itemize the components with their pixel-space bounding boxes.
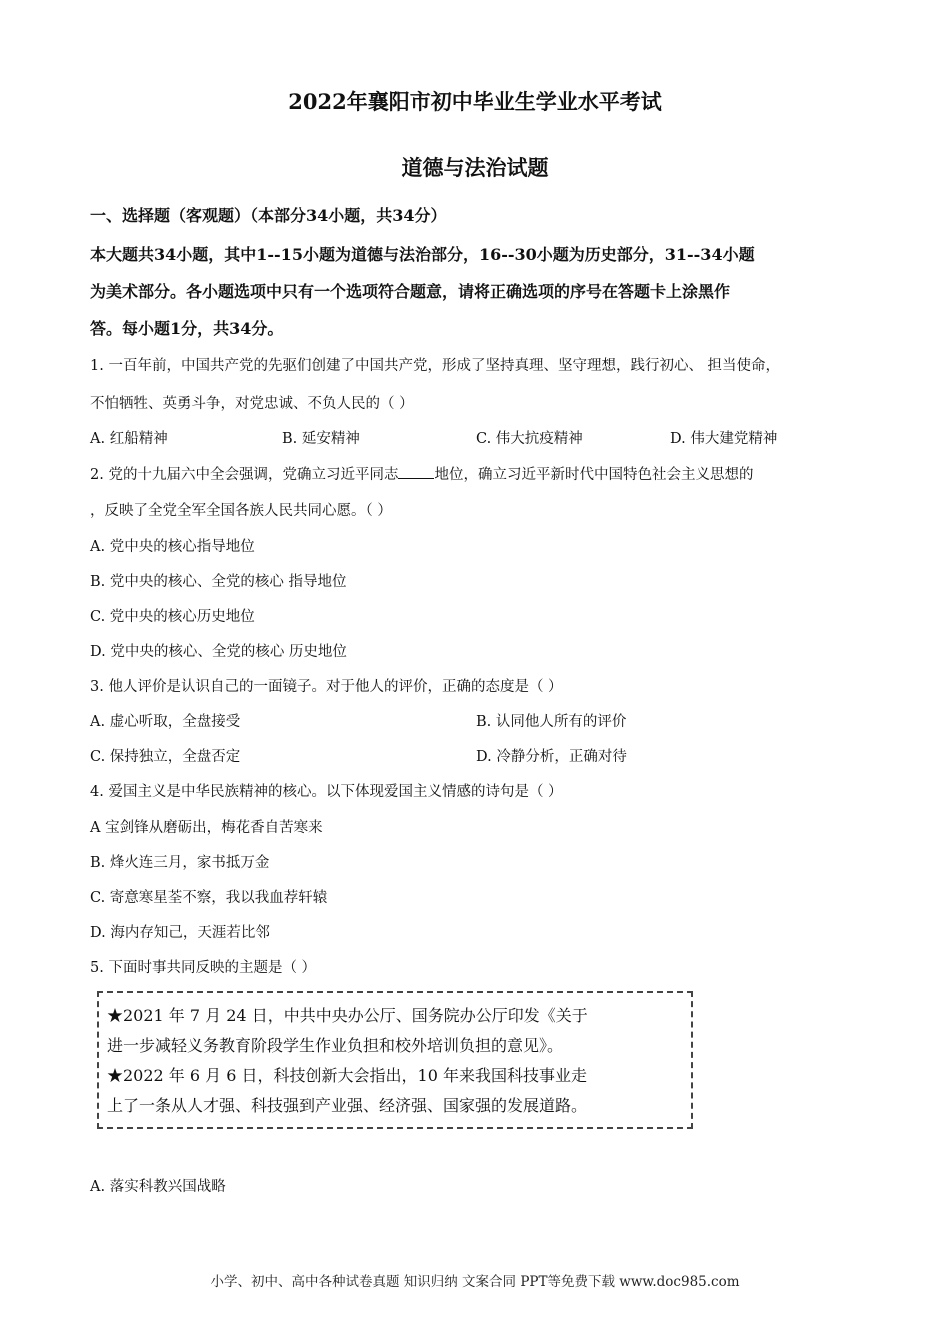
question-3-option-c: C. 保持独立，全盘否定 xyxy=(90,749,241,765)
question-3-option-b: B. 认同他人所有的评价 xyxy=(476,714,627,730)
question-3-option-d: D. 冷静分析，正确对待 xyxy=(476,749,627,765)
question-1-option-a: A. 红船精神 xyxy=(90,431,168,447)
question-3-option-a: A. 虚心听取，全盘接受 xyxy=(90,714,241,730)
question-1-option-b: B. 延安精神 xyxy=(282,431,360,447)
question-4-option-d: D. 海内存知己，天涯若比邻 xyxy=(90,925,270,941)
page-footer: 小学、初中、高中各种试卷真题 知识归纳 文案合同 PPT等免费下载 www.doc985.com xyxy=(210,1274,740,1290)
question-3-stem: 3. 他人评价是认识自己的一面镜子。对于他人的评价，正确的态度是（ ） xyxy=(90,679,563,695)
question-2-stem-part1: 2. 党的十九届六中全会强调，党确立习近平同志 xyxy=(90,467,399,483)
question-4-option-b: B. 烽火连三月，家书抵万金 xyxy=(90,855,270,871)
news-line: ★2022 年 6 月 6 日，科技创新大会指出，10 年来我国科技事业走 xyxy=(107,1066,587,1085)
news-line: ★2021 年 7 月 24 日，中共中央办公厅、国务院办公厅印发《关于 xyxy=(107,1006,588,1025)
question-5-stem: 5. 下面时事共同反映的主题是（ ） xyxy=(90,960,317,976)
news-line: 上了一条从人才强、科技强到产业强、经济强、国家强的发展道路。 xyxy=(107,1096,588,1115)
question-2-stem xyxy=(90,463,890,484)
exam-title: 2022年襄阳市初中毕业生学业水平考试 xyxy=(288,89,662,114)
question-2-option-b: B. 党中央的核心、全党的核心 指导地位 xyxy=(90,574,347,590)
section-heading: 一、选择题（客观题）（本部分34小题，共34分） xyxy=(90,206,447,225)
news-material-box xyxy=(97,991,693,1129)
answer-blank xyxy=(398,464,434,479)
question-4-option-a: A 宝剑锋从磨砺出，梅花香自苦寒来 xyxy=(90,820,323,836)
question-1-stem: 1. 一百年前，中国共产党的先驱们创建了中国共产党，形成了坚持真理、坚守理想，践行初心、 担当使命， xyxy=(90,358,781,374)
news-line: 进一步减轻义务教育阶段学生作业负担和校外培训负担的意见》。 xyxy=(107,1036,564,1055)
question-1-stem-cont: 不怕牺牲、英勇斗争，对党忠诚、不负人民的（ ） xyxy=(90,396,414,412)
question-2-option-a: A. 党中央的核心指导地位 xyxy=(90,539,255,555)
question-2-stem-cont: ，反映了全党全军全国各族人民共同心愿。（ ） xyxy=(90,503,392,519)
question-2-option-c: C. 党中央的核心历史地位 xyxy=(90,609,255,625)
question-4-option-c: C. 寄意寒星荃不察，我以我血荐轩辕 xyxy=(90,890,328,906)
exam-subtitle: 道德与法治试题 xyxy=(401,155,549,180)
question-4-stem: 4. 爱国主义是中华民族精神的核心。以下体现爱国主义情感的诗句是（ ） xyxy=(90,784,563,800)
question-1-option-c: C. 伟大抗疫精神 xyxy=(476,431,583,447)
instructions-line: 答。每小题1分，共34分。 xyxy=(90,319,284,338)
question-1-option-d: D. 伟大建党精神 xyxy=(670,431,778,447)
instructions-line: 为美术部分。各小题选项中只有一个选项符合题意，请将正确选项的序号在答题卡上涂黑作 xyxy=(90,282,731,301)
instructions xyxy=(90,236,880,347)
question-2-option-d: D. 党中央的核心、全党的核心 历史地位 xyxy=(90,644,347,660)
question-5-option-a: A. 落实科教兴国战略 xyxy=(90,1179,226,1195)
question-2-stem-part2: 地位，确立习近平新时代中国特色社会主义思想的 xyxy=(434,467,754,483)
instructions-line: 本大题共34小题，其中1--15小题为道德与法治部分，16--30小题为历史部分，31--34小题 xyxy=(90,245,755,264)
